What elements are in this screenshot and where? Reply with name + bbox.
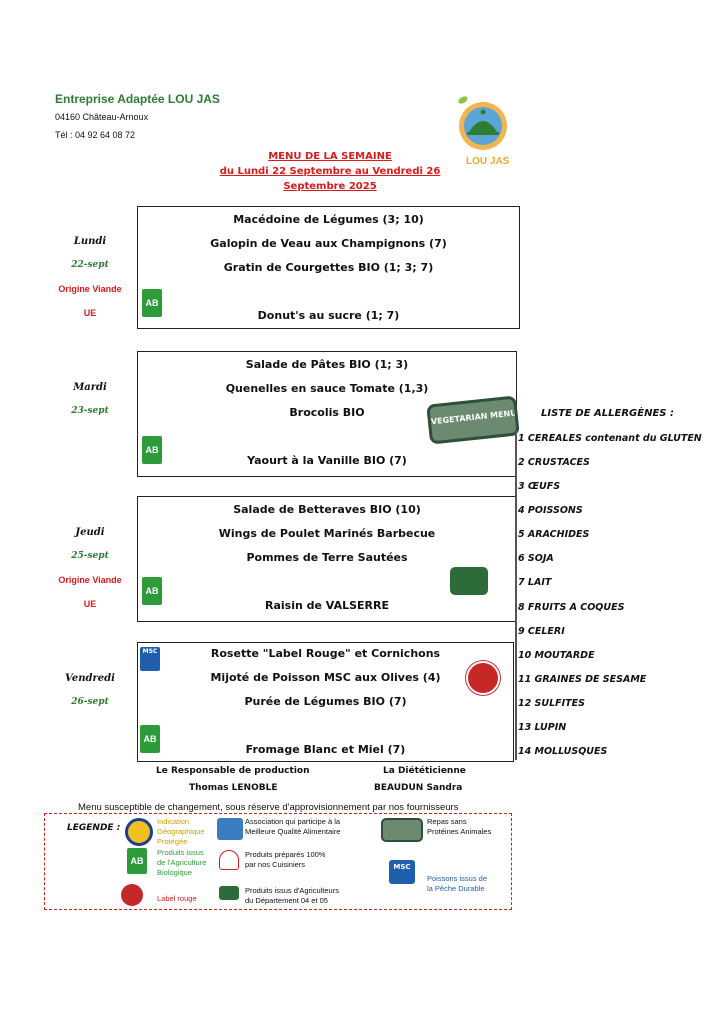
legend-local: Produits issus d'Agriculteurs du Département 04 et 05 bbox=[245, 886, 339, 905]
legend-bio: Produits issus de l'Agriculture Biologique bbox=[157, 848, 207, 877]
igp-icon bbox=[125, 818, 153, 846]
allergen-item: 7 LAIT bbox=[518, 577, 552, 588]
day-menu-box bbox=[137, 206, 520, 329]
dish-side: Purée de Légumes BIO (7) bbox=[244, 695, 407, 708]
allergens-title: LISTE DE ALLERGÈNES : bbox=[541, 408, 674, 419]
dietitian-title: La Diététicienne bbox=[383, 766, 466, 776]
day-menu-box bbox=[137, 496, 517, 622]
allergen-item: 14 MOLLUSQUES bbox=[518, 746, 608, 757]
vegetarian-menu-icon bbox=[381, 818, 423, 842]
allergen-item: 9 CELERI bbox=[518, 626, 565, 637]
menu-title-text: MENU DE LA SEMAINE bbox=[268, 151, 392, 162]
organic-ab-icon: AB bbox=[142, 436, 162, 464]
local-product-icon bbox=[450, 567, 488, 595]
company-address: 04160 Château-Arnoux bbox=[55, 112, 149, 122]
allergen-item: 13 LUPIN bbox=[518, 722, 567, 733]
dish-dessert: Fromage Blanc et Miel (7) bbox=[245, 743, 406, 756]
dish-side: Pommes de Terre Sautées bbox=[246, 551, 408, 564]
day-name: Lundi bbox=[73, 236, 107, 247]
allergen-item: 2 CRUSTACES bbox=[518, 457, 590, 468]
dish-main: Wings de Poulet Marinés Barbecue bbox=[218, 527, 436, 540]
allergen-item: 6 SOJA bbox=[518, 553, 554, 564]
dish-main: Quenelles en sauce Tomate (1,3) bbox=[225, 382, 429, 395]
dish-starter: Salade de Pâtes BIO (1; 3) bbox=[245, 358, 409, 371]
dish-starter: Salade de Betteraves BIO (10) bbox=[233, 503, 421, 516]
menu-title bbox=[190, 149, 470, 194]
allergen-item: 4 POISSONS bbox=[518, 505, 583, 516]
allergen-item: 1 CEREALES contenant du GLUTEN bbox=[518, 433, 702, 444]
day-date: 26-sept bbox=[71, 697, 109, 707]
change-notice: Menu susceptible de changement, sous réserve d'approvisionnement par nos fournisseurs bbox=[78, 802, 459, 813]
label-rouge-icon bbox=[121, 884, 143, 906]
day-name: Mardi bbox=[73, 382, 107, 393]
menu-period: du Lundi 22 Septembre au Vendredi 26 Septembre 2025 bbox=[219, 166, 441, 192]
msc-icon-label: MSC bbox=[393, 863, 411, 871]
day-menu-box bbox=[137, 351, 517, 477]
meat-origin-value: UE bbox=[83, 599, 97, 609]
dish-side: Gratin de Courgettes BIO (1; 3; 7) bbox=[223, 261, 434, 274]
day-name: Vendredi bbox=[65, 673, 115, 684]
allergen-item: 10 MOUTARDE bbox=[518, 650, 595, 661]
meat-origin-label: Origine Viande bbox=[58, 575, 122, 585]
dish-starter: Rosette "Label Rouge" et Cornichons bbox=[210, 647, 441, 660]
vegetarian-menu-text: VEGETARIAN MENU bbox=[430, 408, 518, 427]
organic-ab-icon: AB bbox=[127, 848, 147, 874]
legend-igp: Indication Géographique Protégée bbox=[157, 817, 205, 846]
legend-vegan: Repas sans Protéines Animales bbox=[427, 817, 492, 836]
legend-cuisiniers: Produits préparés 100% par nos Cuisiniers bbox=[245, 850, 326, 869]
dish-main: Mijoté de Poisson MSC aux Olives (4) bbox=[210, 671, 441, 684]
legend-label-rouge: Label rouge bbox=[157, 894, 197, 903]
msc-icon-label: MSC bbox=[142, 648, 158, 655]
dish-main: Galopin de Veau aux Champignons (7) bbox=[210, 237, 447, 250]
logo-text: LOU JAS bbox=[466, 156, 510, 167]
organic-ab-icon: AB bbox=[142, 577, 162, 605]
allergen-separator bbox=[515, 430, 517, 760]
allergen-item: 5 ARACHIDES bbox=[518, 529, 590, 540]
day-date: 22-sept bbox=[71, 260, 109, 270]
chef-hat-icon bbox=[219, 850, 239, 870]
legend-box bbox=[44, 813, 512, 910]
day-date: 23-sept bbox=[71, 406, 109, 416]
dish-dessert: Raisin de VALSERRE bbox=[265, 599, 389, 612]
dish-starter: Macédoine de Légumes (3; 10) bbox=[233, 213, 424, 226]
organic-ab-icon: AB bbox=[142, 289, 162, 317]
meat-origin-value: UE bbox=[83, 308, 97, 318]
legend-association: Association qui participe à la Meilleure Qualité Alimentaire bbox=[245, 817, 341, 836]
dish-dessert: Yaourt à la Vanille BIO (7) bbox=[247, 454, 407, 467]
day-date: 25-sept bbox=[71, 551, 109, 561]
allergen-item: 11 GRAINES DE SESAME bbox=[518, 674, 647, 685]
msc-icon bbox=[389, 860, 415, 884]
meat-origin-label: Origine Viande bbox=[58, 284, 122, 294]
msc-icon bbox=[140, 647, 160, 671]
organic-ab-icon: AB bbox=[140, 725, 160, 753]
dietitian-name: BEAUDUN Sandra bbox=[374, 783, 463, 793]
dish-dessert: Donut's au sucre (1; 7) bbox=[257, 309, 400, 322]
company-phone: Tél : 04 92 64 08 72 bbox=[55, 130, 136, 140]
day-menu-box bbox=[137, 642, 514, 762]
allergen-item: 8 FRUITS A COQUES bbox=[518, 602, 625, 613]
association-icon bbox=[217, 818, 243, 840]
label-rouge-icon bbox=[466, 661, 500, 695]
day-name: Jeudi bbox=[75, 527, 105, 538]
allergen-item: 12 SULFITES bbox=[518, 698, 585, 709]
legend-msc: Poissons issus de la Pêche Durable bbox=[427, 874, 488, 893]
legend-title: LEGENDE : bbox=[67, 823, 121, 833]
allergen-item: 3 ŒUFS bbox=[518, 481, 561, 492]
company-name: Entreprise Adaptée LOU JAS bbox=[55, 92, 220, 106]
production-manager-name: Thomas LENOBLE bbox=[189, 783, 278, 793]
vegetarian-menu-stamp bbox=[426, 395, 520, 444]
local-product-icon bbox=[219, 886, 239, 900]
dish-side: Brocolis BIO bbox=[289, 406, 365, 419]
production-manager-title: Le Responsable de production bbox=[156, 766, 310, 776]
